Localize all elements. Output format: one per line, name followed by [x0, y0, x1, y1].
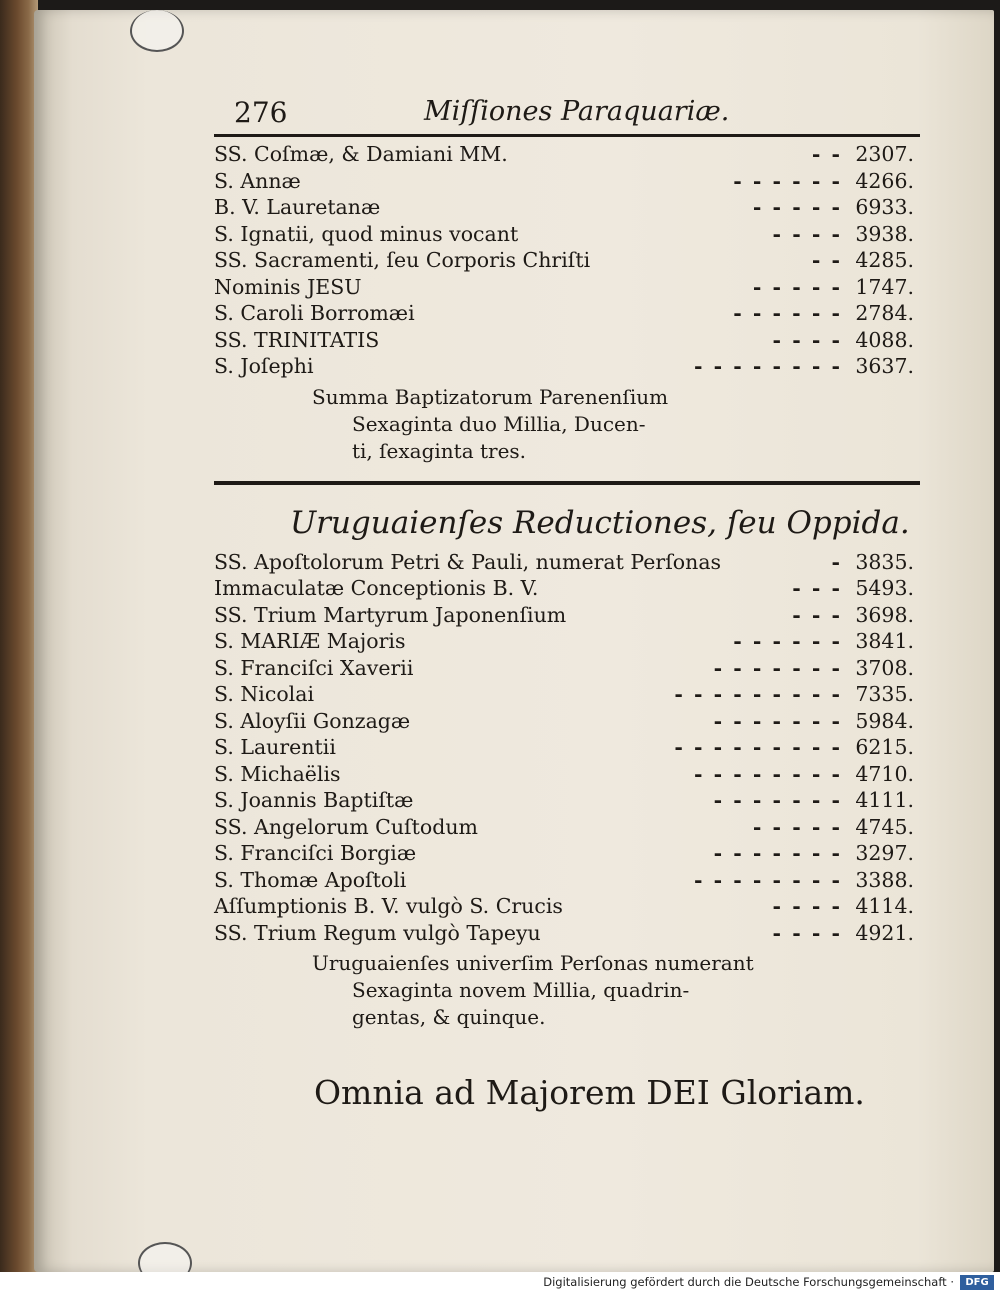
uruguay-row: [214, 575, 920, 602]
digitization-footer: [0, 1272, 1000, 1294]
uruguay-row: [214, 602, 920, 629]
uruguay-row-name: S. Nicolai: [214, 682, 314, 706]
uruguay-row-value: 4111.: [855, 788, 914, 812]
parana-row-value: 4285.: [855, 248, 914, 272]
uruguay-row-name: S. Michaëlis: [214, 761, 341, 786]
parana-row: [214, 327, 920, 354]
parana-row-leader-dashes: - - - - - -: [733, 301, 842, 325]
uruguay-row-leader-dashes: - - - - - - - -: [693, 761, 842, 786]
parana-row: [214, 247, 920, 274]
uruguay-row: [214, 549, 920, 576]
parana-summary-line: Summa Baptizatorum Parenenſium: [312, 384, 669, 409]
parana-row-value: 2307.: [855, 142, 914, 166]
uruguay-row-value: 3297.: [855, 841, 914, 865]
uruguay-row-value: 4921.: [855, 920, 914, 945]
parana-list: [214, 141, 920, 380]
uruguay-row-value: 4710.: [855, 761, 914, 786]
uruguay-summary: [214, 950, 920, 1031]
uruguay-row-value: 7335.: [855, 682, 914, 706]
uruguay-row: [214, 920, 920, 947]
parana-row: [214, 194, 920, 221]
parana-summary: [214, 384, 920, 465]
uruguay-row-value: 3841.: [855, 629, 914, 653]
uruguay-row-value: 4114.: [855, 894, 914, 918]
parana-row-leader-dashes: - - - - -: [752, 274, 842, 299]
uruguay-row-leader-dashes: - - - -: [772, 894, 842, 918]
page-header: [214, 96, 920, 132]
uruguay-row: [214, 761, 920, 788]
uruguay-row-value: 4745.: [855, 814, 914, 839]
uruguay-row: [214, 893, 920, 920]
parana-row-name: S. Ignatii, quod minus vocant: [214, 221, 519, 246]
parana-row: [214, 353, 920, 380]
page-content: [214, 96, 920, 1112]
uruguay-row: [214, 840, 920, 867]
parana-row-leader-dashes: - -: [811, 248, 842, 272]
parana-row-leader-dashes: - - - -: [772, 327, 842, 352]
uruguay-row-value: 6215.: [855, 735, 914, 759]
parana-row-value: 1747.: [855, 274, 914, 299]
uruguay-summary-line: Sexaginta novem Millia, quadrin-: [352, 978, 690, 1002]
parana-summary-line: ti, ſexaginta tres.: [352, 438, 527, 463]
uruguay-row-value: 5984.: [855, 708, 914, 733]
parana-row-name: S. Joſephi: [214, 354, 314, 378]
uruguay-row-leader-dashes: - - - -: [772, 920, 842, 945]
uruguay-row: [214, 814, 920, 841]
parana-row: [214, 221, 920, 248]
uruguay-row-name: SS. Trium Regum vulgò Tapeyu: [214, 920, 541, 945]
uruguay-row-leader-dashes: -: [831, 549, 842, 574]
uruguay-row-leader-dashes: - - - - - - -: [713, 655, 842, 680]
footer-credit: Digitalisierung gefördert durch die Deutsche Forschungsgemeinschaft ·: [543, 1275, 954, 1289]
uruguay-row: [214, 708, 920, 735]
uruguay-row-name: Aſſumptionis B. V. vulgò S. Crucis: [214, 894, 563, 918]
dfg-logo-icon: DFG: [960, 1275, 994, 1290]
uruguay-row-leader-dashes: - - - - -: [752, 814, 842, 839]
section-title: Uruguaienſes Reductiones, ſeu Oppida.: [290, 504, 910, 541]
parana-row-value: 3938.: [855, 221, 914, 246]
parana-row-value: 2784.: [855, 301, 914, 325]
closing-motto: Omnia ad Majorem DEI Gloriam.: [314, 1073, 865, 1112]
parana-row-value: 4088.: [855, 327, 914, 352]
parana-row-value: 6933.: [855, 195, 914, 219]
uruguay-row-value: 3388.: [855, 867, 914, 892]
parana-row-name: SS. TRINITATIS: [214, 327, 380, 352]
uruguay-row-leader-dashes: - - - - - - - - -: [674, 735, 842, 759]
uruguay-row: [214, 734, 920, 761]
uruguay-summary-line: gentas, & quinque.: [352, 1005, 546, 1029]
parana-row-name: SS. Sacramenti, ſeu Corporis Chriſti: [214, 248, 591, 272]
uruguay-row-value: 5493.: [855, 576, 914, 600]
running-title: Miſſiones Paraquariæ.: [424, 96, 730, 127]
uruguay-list: [214, 549, 920, 947]
uruguay-row-leader-dashes: - - - - - -: [733, 629, 842, 653]
parana-row: [214, 168, 920, 195]
uruguay-row-leader-dashes: - - - - - - - -: [693, 867, 842, 892]
uruguay-row: [214, 655, 920, 682]
uruguay-row-name: SS. Trium Martyrum Japonenſium: [214, 602, 567, 627]
uruguay-row-name: S. Franciſci Borgiæ: [214, 841, 417, 865]
uruguay-row-value: 3835.: [855, 549, 914, 574]
parana-row-name: Nominis JESU: [214, 274, 362, 299]
uruguay-row-name: S. Joannis Baptiſtæ: [214, 788, 414, 812]
page-number: 276: [234, 96, 288, 129]
uruguay-row-leader-dashes: - - - - - - -: [713, 788, 842, 812]
uruguay-row: [214, 867, 920, 894]
parana-row: [214, 141, 920, 168]
book-spine: [0, 0, 38, 1294]
header-rule: [214, 134, 920, 137]
parana-row-value: 4266.: [855, 168, 914, 193]
uruguay-row-name: SS. Angelorum Cuſtodum: [214, 814, 478, 839]
uruguay-row: [214, 681, 920, 708]
section-divider: [214, 481, 920, 485]
uruguay-row-name: S. Thomæ Apoſtoli: [214, 867, 407, 892]
parana-row-name: S. Annæ: [214, 168, 301, 193]
uruguay-row-leader-dashes: - - - - - - - - -: [674, 682, 842, 706]
parana-row-leader-dashes: - - - - - -: [733, 168, 842, 193]
uruguay-row-name: S. Laurentii: [214, 735, 336, 759]
uruguay-row-leader-dashes: - - - - - - -: [713, 841, 842, 865]
parana-row-value: 3637.: [855, 354, 914, 378]
parana-row-name: S. Caroli Borromæi: [214, 301, 415, 325]
uruguay-row-leader-dashes: - - - - - - -: [713, 708, 842, 733]
parana-row-name: B. V. Lauretanæ: [214, 195, 381, 219]
parana-row: [214, 300, 920, 327]
uruguay-row-value: 3708.: [855, 655, 914, 680]
uruguay-row: [214, 628, 920, 655]
uruguay-row-value: 3698.: [855, 602, 914, 627]
uruguay-summary-line: Uruguaienſes univerſim Perſonas numerant: [312, 951, 754, 975]
parana-row-leader-dashes: - - - -: [772, 221, 842, 246]
uruguay-row: [214, 787, 920, 814]
uruguay-row-leader-dashes: - - -: [792, 576, 842, 600]
uruguay-row-name: Immaculatæ Conceptionis B. V.: [214, 576, 539, 600]
parana-row-leader-dashes: - - - - - - - -: [693, 354, 842, 378]
parana-row: [214, 274, 920, 301]
parana-row-name: SS. Coſmæ, & Damiani MM.: [214, 142, 508, 166]
parana-summary-line: Sexaginta duo Millia, Ducen-: [352, 411, 646, 436]
page-clip-top: [130, 10, 184, 52]
uruguay-row-name: S. Aloyſii Gonzagæ: [214, 708, 411, 733]
parana-row-leader-dashes: - - - - -: [752, 195, 842, 219]
uruguay-row-name: SS. Apoſtolorum Petri & Pauli, numerat Perſonas: [214, 549, 722, 574]
uruguay-row-name: S. Franciſci Xaverii: [214, 655, 414, 680]
uruguay-row-name: S. MARIÆ Majoris: [214, 629, 406, 653]
uruguay-row-leader-dashes: - - -: [792, 602, 842, 627]
parana-row-leader-dashes: - -: [811, 142, 842, 166]
